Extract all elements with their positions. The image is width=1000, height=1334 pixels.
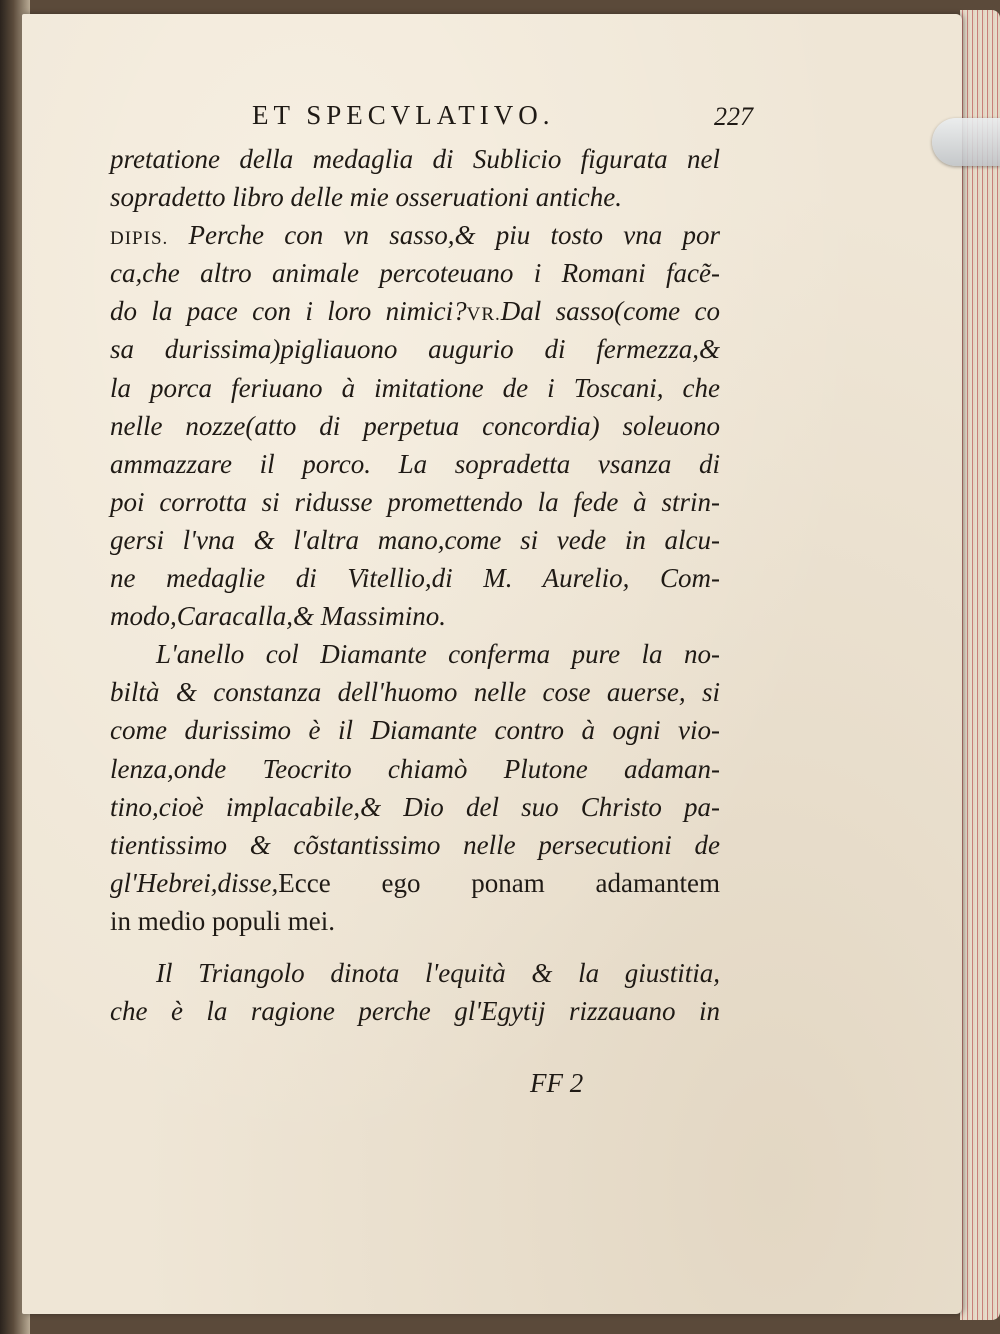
text-line: che è la ragione perche gl'Egytij rizzauano in xyxy=(110,996,720,1027)
text-line: lenza,onde Teocrito chiamò Plutone adaman- xyxy=(110,753,720,784)
speaker-label: VR. xyxy=(466,304,501,326)
text-line: nelle nozze(atto di perpetua concordia) soleuono xyxy=(110,410,720,441)
running-title: ET SPECVLATIVO. xyxy=(252,100,555,130)
page-marker-clip xyxy=(932,118,1000,166)
text-line: biltà & constanza dell'huomo nelle cose auerse, si xyxy=(110,677,720,708)
text-line: ammazzare il porco. La sopradetta vsanza di xyxy=(110,448,720,479)
text-span: Dal sasso(come co xyxy=(500,296,720,327)
paragraph-gap xyxy=(110,940,720,954)
page-number: 227 xyxy=(714,102,753,131)
text-block xyxy=(110,100,753,1098)
text-line: ne medaglie di Vitellio,di M. Aurelio, Com- xyxy=(110,563,720,594)
text-line: ca,che altro animale percoteuano i Romani facẽ- xyxy=(110,258,720,289)
text-line: tino,cioè implacabile,& Dio del suo Christo pa- xyxy=(110,791,720,822)
text-line: L'anello col Diamante conferma pure la no- xyxy=(156,639,720,670)
text-line: poi corrotta si ridusse promettendo la fede à strin- xyxy=(110,486,720,517)
speaker-label: DIPIS. xyxy=(110,228,169,250)
latin-quote: Ecce ego ponam adamantem xyxy=(278,867,720,898)
text-line: la porca feriuano à imitatione de i Toscani, che xyxy=(110,372,720,403)
text-line xyxy=(110,292,720,330)
latin-quote-end: in medio populi mei. xyxy=(110,905,335,936)
text-line xyxy=(110,864,720,902)
text-span: do la pace con i loro nimici? xyxy=(110,296,467,327)
text-span: Perche con vn sasso,& piu tosto vna por xyxy=(188,220,721,251)
text-line: pretatione della medaglia di Sublicio figurata nel xyxy=(110,144,720,174)
text-line: sa durissima)pigliauono augurio di fermezza,& xyxy=(110,334,720,365)
text-line: modo,Caracalla,& Massimino. xyxy=(110,601,447,632)
text-line: Il Triangolo dinota l'equità & la giustitia, xyxy=(156,957,720,988)
text-line: come durissimo è il Diamante contro à ogni vio- xyxy=(110,715,720,746)
page-header xyxy=(110,100,753,140)
signature-mark: FF 2 xyxy=(530,1068,584,1098)
text-line: gersi l'vna & l'altra mano,come si vede in alcu- xyxy=(110,524,720,555)
text-line: sopradetto libro delle mie osseruationi antiche. xyxy=(110,182,622,213)
text-span: gl'Hebrei,disse, xyxy=(110,867,279,898)
text-line xyxy=(110,216,720,254)
page-edges xyxy=(960,10,1000,1320)
text-line: tientissimo & cõstantissimo nelle persecutioni de xyxy=(110,829,720,860)
